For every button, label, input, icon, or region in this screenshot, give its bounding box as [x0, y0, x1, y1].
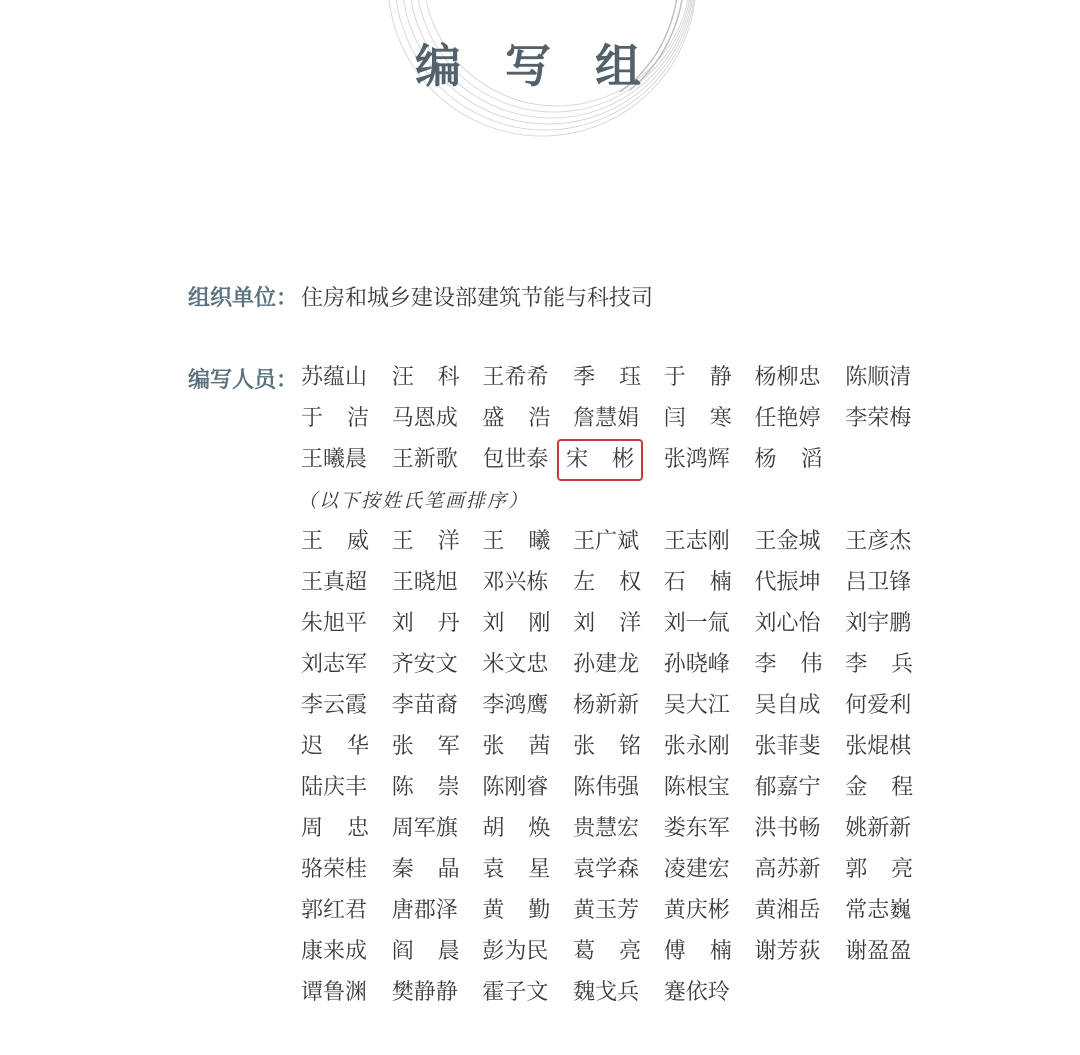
person-name: 季 珏: [573, 365, 642, 390]
person-name: 詹慧娟: [573, 406, 640, 431]
person-name: 陈刚睿: [482, 775, 549, 800]
person-name: 王曦晨: [301, 447, 368, 472]
person-name: 刘志军: [301, 652, 368, 677]
person-name: 骆荣桂: [301, 857, 368, 882]
person-name: 陈 崇: [391, 775, 460, 800]
person-name: 王希希: [482, 365, 549, 390]
person-name: 郭 亮: [845, 857, 914, 882]
person-name: 王真超: [301, 570, 368, 595]
person-name: 李云霞: [301, 693, 368, 718]
name-row: [301, 445, 941, 486]
person-name: 于 静: [663, 365, 732, 390]
person-name: 谢盈盈: [845, 939, 912, 964]
person-name: 盛 浩: [482, 406, 551, 431]
person-name: 刘 洋: [573, 611, 642, 636]
person-name: 李 伟: [754, 652, 823, 677]
person-name: 王金城: [754, 529, 821, 554]
person-name: 王晓旭: [391, 570, 458, 595]
person-name: 郁嘉宁: [754, 775, 821, 800]
person-name: 陈根宝: [663, 775, 730, 800]
sorting-note: （以下按姓氏笔画排序）: [298, 490, 530, 512]
writers-label: 编写人员：: [188, 368, 299, 393]
person-name: 杨柳忠: [754, 365, 821, 390]
person-name: 彭为民: [482, 939, 549, 964]
person-name: 刘心怡: [754, 611, 821, 636]
person-name: 娄东军: [663, 816, 730, 841]
person-name: 张 军: [391, 734, 460, 759]
person-name: 齐安文: [391, 652, 458, 677]
sorting-note-row: [298, 486, 941, 527]
person-name: 杨新新: [573, 693, 640, 718]
name-row: [301, 609, 941, 650]
person-name: 石 楠: [663, 570, 732, 595]
person-name: 秦 晶: [391, 857, 460, 882]
person-name: 袁 星: [482, 857, 551, 882]
person-name: 左 权: [573, 570, 642, 595]
name-row: [301, 896, 941, 937]
person-name: 霍子文: [482, 980, 549, 1005]
name-row: [301, 568, 941, 609]
person-name: 郭红君: [301, 898, 368, 923]
person-name: 吴自成: [754, 693, 821, 718]
person-name: 洪书畅: [754, 816, 821, 841]
name-row: [301, 814, 941, 855]
person-name: 张 茜: [482, 734, 551, 759]
person-name: 贵慧宏: [573, 816, 640, 841]
person-name: 魏戈兵: [573, 980, 640, 1005]
name-row: [301, 855, 941, 896]
person-name: 任艳婷: [754, 406, 821, 431]
person-name: 李苗裔: [391, 693, 458, 718]
person-name: 张菲斐: [754, 734, 821, 759]
person-name: 孙晓峰: [663, 652, 730, 677]
person-name: 周军旗: [391, 816, 458, 841]
person-name: 黄庆彬: [663, 898, 730, 923]
person-name: 陈顺清: [845, 365, 912, 390]
person-name: 包世泰: [482, 447, 549, 472]
person-name: 张永刚: [663, 734, 730, 759]
person-name: 迟 华: [301, 734, 369, 759]
person-name: 陆庆丰: [301, 775, 368, 800]
highlighted-person-name: 宋 彬: [559, 441, 641, 479]
person-name: 王新歌: [391, 447, 458, 472]
organization-value: 住房和城乡建设部建筑节能与科技司: [301, 286, 654, 311]
name-row: [301, 527, 941, 568]
person-name: 周 忠: [301, 816, 369, 841]
person-name: 高苏新: [754, 857, 821, 882]
name-row: [301, 404, 941, 445]
person-name: 闫 寒: [663, 406, 732, 431]
person-name: 汪 科: [391, 365, 460, 390]
name-row: [301, 773, 941, 814]
person-name: 傅 楠: [663, 939, 732, 964]
name-row: [301, 650, 941, 691]
person-name: 代振坤: [754, 570, 821, 595]
person-name: 谢芳荻: [754, 939, 821, 964]
name-row: [301, 978, 941, 1019]
name-row: [301, 937, 941, 978]
person-name: 苏蕴山: [301, 365, 368, 390]
person-name: 刘一氚: [663, 611, 730, 636]
person-name: 黄玉芳: [573, 898, 640, 923]
person-name: 刘宇鹏: [845, 611, 912, 636]
name-row: [301, 732, 941, 773]
person-name: 王 威: [301, 529, 369, 554]
person-name: 张 铭: [573, 734, 642, 759]
person-name: 胡 焕: [482, 816, 551, 841]
person-name: 王广斌: [573, 529, 640, 554]
person-name: 吕卫锋: [845, 570, 912, 595]
person-name: 李荣梅: [845, 406, 912, 431]
person-name: 朱旭平: [301, 611, 368, 636]
person-name: 王 曦: [482, 529, 551, 554]
organization-label: 组织单位：: [188, 286, 299, 311]
person-name: 谭鲁渊: [301, 980, 368, 1005]
writers-name-list: [298, 363, 941, 1019]
person-name: 蹇依玲: [663, 980, 730, 1005]
person-name: 邓兴栋: [482, 570, 549, 595]
person-name: 葛 亮: [573, 939, 642, 964]
person-name: 刘 丹: [391, 611, 460, 636]
person-name: 刘 刚: [482, 611, 551, 636]
person-name: 杨 滔: [754, 447, 823, 472]
person-name: 吴大江: [663, 693, 730, 718]
person-name: 何爱利: [845, 693, 912, 718]
name-row: [301, 363, 941, 404]
person-name: 金 程: [845, 775, 914, 800]
name-row: [301, 691, 941, 732]
person-name: 王志刚: [663, 529, 730, 554]
person-name: 黄 勤: [482, 898, 551, 923]
page-title: 编写组: [415, 39, 685, 93]
person-name: 陈伟强: [573, 775, 640, 800]
person-name: 孙建龙: [573, 652, 640, 677]
person-name: 康来成: [301, 939, 368, 964]
person-name: 于 洁: [301, 406, 369, 431]
person-name: 樊静静: [391, 980, 458, 1005]
person-name: 李 兵: [845, 652, 914, 677]
person-name: 袁学森: [573, 857, 640, 882]
person-name: 米文忠: [482, 652, 549, 677]
person-name: 张鸿辉: [663, 447, 730, 472]
person-name: 王彦杰: [845, 529, 912, 554]
person-name: 姚新新: [845, 816, 912, 841]
person-name: 常志巍: [845, 898, 912, 923]
person-name: 凌建宏: [663, 857, 730, 882]
person-name: 黄湘岳: [754, 898, 821, 923]
person-name: 阎 晨: [391, 939, 460, 964]
person-name: 马恩成: [391, 406, 458, 431]
person-name: 李鸿鹰: [482, 693, 549, 718]
person-name: 王 洋: [391, 529, 460, 554]
person-name: 张焜棋: [845, 734, 912, 759]
person-name: 唐郡泽: [391, 898, 458, 923]
